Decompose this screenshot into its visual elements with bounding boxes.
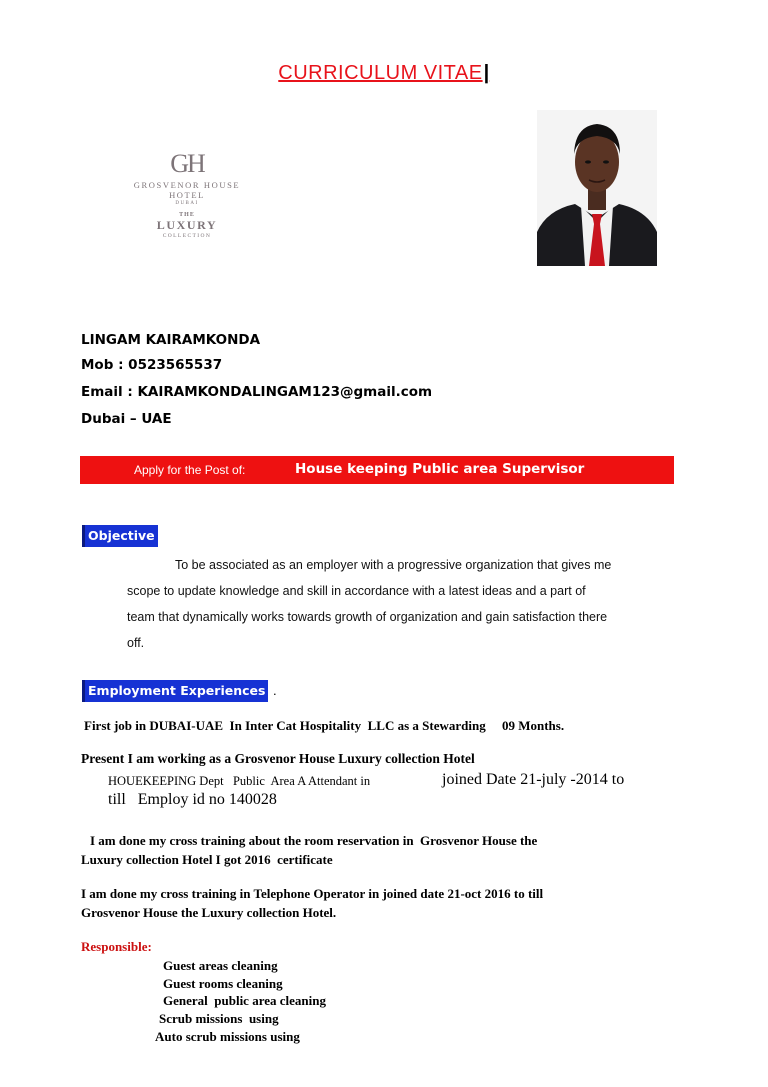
location: Dubai – UAE (81, 411, 172, 427)
employment-heading-period: . (273, 683, 277, 698)
responsible-item: Auto scrub missions using (155, 1029, 300, 1044)
present-job: Present I am working as a Grosvenor House Luxury collection Hotel (81, 751, 475, 766)
first-job: First job in DUBAI-UAE In Inter Cat Hospitality LLC as a Stewarding 09 Months. (84, 718, 565, 733)
responsible-item: Guest rooms cleaning (163, 976, 283, 991)
logo-monogram: GH (170, 149, 204, 178)
cross-training-2-line-1: I am done my cross training in Telephone Operator in joined date 21-oct 2016 to till (81, 886, 544, 901)
hotel-logo (82, 150, 292, 265)
employment-heading: Employment Experiences (82, 680, 268, 702)
joined-date: joined Date 21-july -2014 to (442, 771, 625, 788)
objective-heading: Objective (82, 525, 158, 547)
objective-line-1: To be associated as an employer with a progressive organization that gives me (175, 558, 612, 572)
objective-line-2: scope to update knowledge and skill in accordance with a latest ideas and a part of (127, 584, 586, 598)
logo-line-6: COLLECTION (162, 233, 212, 239)
candidate-name: LINGAM KAIRAMKONDA (81, 332, 261, 348)
department: HOUEKEEPING Dept Public Area A Attendant in (108, 774, 371, 788)
responsible-item: General public area cleaning (163, 993, 326, 1008)
objective-line-3: team that dynamically works towards growth of organization and gain satisfaction there (127, 610, 608, 624)
logo-line-5: LUXURY (156, 218, 218, 232)
cv-title: CURRICULUM VITAE| (278, 62, 490, 84)
responsible-item: Scrub missions using (159, 1011, 279, 1026)
responsible-item: Guest areas cleaning (163, 958, 278, 973)
profile-photo (537, 110, 657, 266)
post-label: Apply for the Post of: (134, 463, 246, 477)
responsible-heading: Responsible: (81, 939, 152, 954)
post-bar (80, 456, 674, 484)
post-value: House keeping Public area Supervisor (295, 461, 585, 477)
cross-training-1-line-2: Luxury collection Hotel I got 2016 certificate (81, 852, 333, 867)
logo-line-4: THE (179, 212, 195, 218)
email-address: Email : KAIRAMKONDALINGAM123@gmail.com (81, 384, 433, 400)
cross-training-2-line-2: Grosvenor House the Luxury collection Hotel. (81, 905, 337, 920)
logo-line-2: HOTEL (169, 190, 205, 200)
logo-line-3: DUBAI (175, 201, 199, 206)
objective-line-4: off. (127, 636, 145, 650)
cross-training-1-line-1: I am done my cross training about the room reservation in Grosvenor House the (90, 833, 538, 848)
logo-line-1: GROSVENOR HOUSE (133, 180, 241, 190)
mobile-number: Mob : 0523565537 (81, 357, 223, 373)
employee-id: till Employ id no 140028 (108, 791, 277, 808)
